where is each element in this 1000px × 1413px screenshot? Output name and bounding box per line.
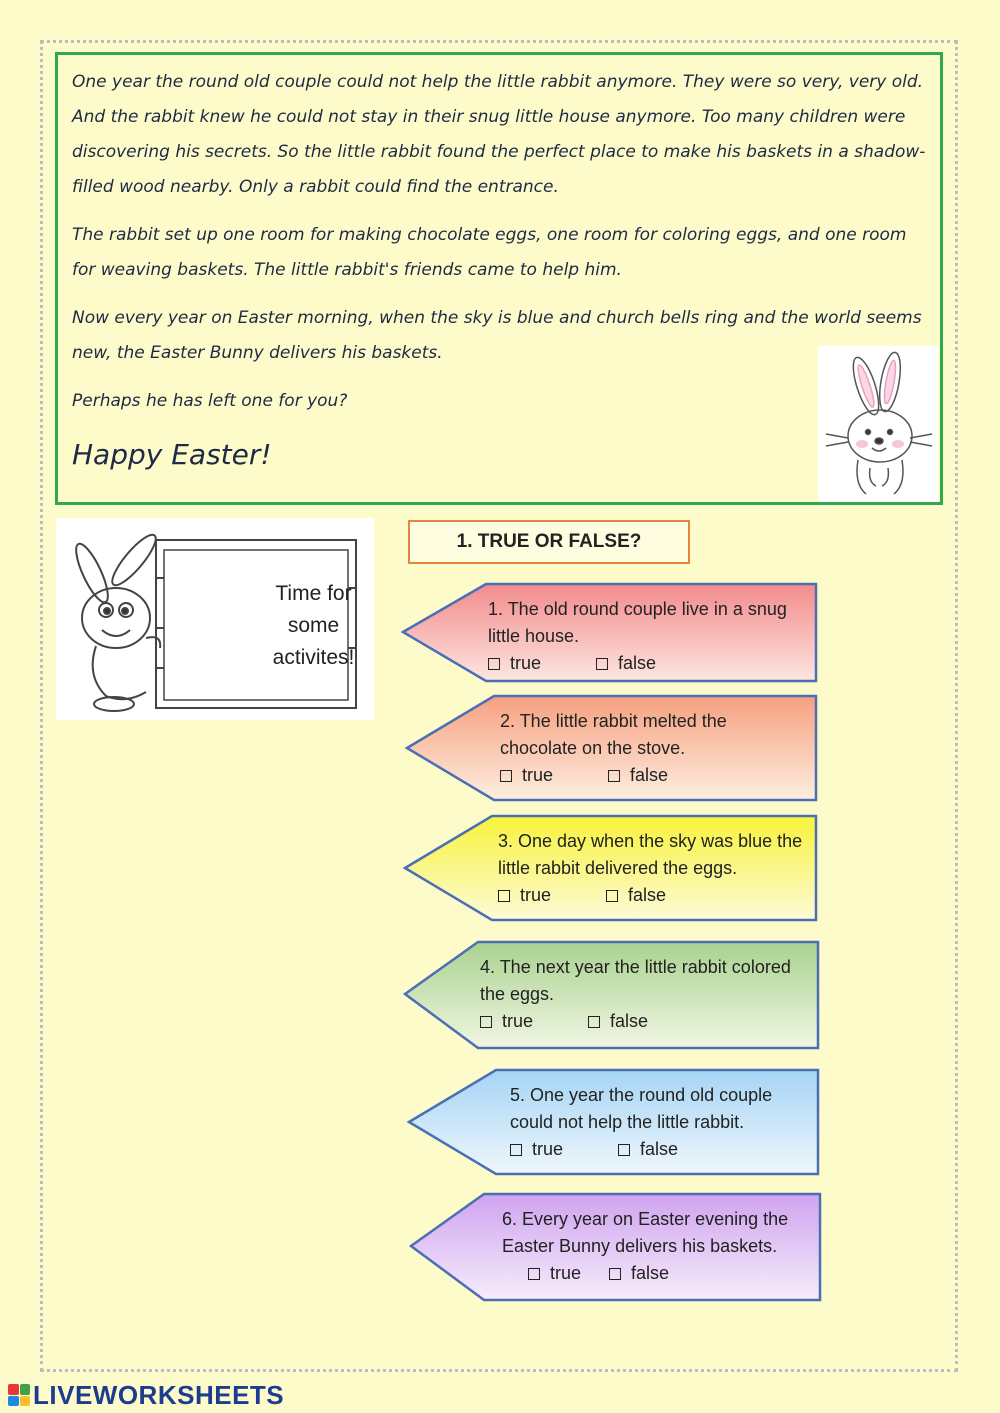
question-card-5 (406, 1068, 822, 1178)
happy-easter-text: Happy Easter! (72, 438, 272, 471)
true-option[interactable]: true (498, 882, 551, 909)
question-card-2 (404, 694, 820, 804)
bunny-icon (818, 346, 938, 502)
checkbox-icon[interactable] (480, 1016, 492, 1028)
question-text: 1. The old round couple live in a snug little house. (488, 599, 787, 646)
bunny-illustration (818, 346, 938, 502)
true-option[interactable]: true (510, 1136, 563, 1163)
activity-sign (56, 518, 374, 720)
checkbox-icon[interactable] (609, 1268, 621, 1280)
logo-text: LIVEWORKSHEETS (33, 1379, 285, 1410)
checkbox-icon[interactable] (618, 1144, 630, 1156)
question-card-4 (402, 940, 822, 1052)
story-paragraph-4: Perhaps he has left one for you? (72, 391, 348, 411)
false-option[interactable]: false (618, 1136, 678, 1163)
checkbox-icon[interactable] (588, 1016, 600, 1028)
checkbox-icon[interactable] (528, 1268, 540, 1280)
section-title: 1. TRUE OR FALSE? (408, 520, 690, 564)
checkbox-icon[interactable] (596, 658, 608, 670)
story-paragraph-1: One year the round old couple could not help the little rabbit anymore. They were so very, very old. And the rabbit knew he could not stay in their snug little house anymore. Too many children were discovering his secrets. So the little rabbit found the perfect place to make his baskets in a shadow-filled wood nearby. Only a rabbit could find the entrance. (72, 72, 926, 197)
question-text: 3. One day when the sky was blue the little rabbit delivered the eggs. (498, 831, 803, 878)
question-text: 4. The next year the little rabbit colored the eggs. (480, 957, 791, 1004)
question-card-3 (402, 814, 820, 924)
story-paragraph-3: Now every year on Easter morning, when the sky is blue and church bells ring and the world seems new, the Easter Bunny delivers his baskets. (72, 308, 922, 363)
logo-icon (8, 1384, 30, 1406)
false-option[interactable]: false (608, 762, 668, 789)
checkbox-icon[interactable] (488, 658, 500, 670)
sign-line-3: activites! (272, 646, 355, 669)
checkbox-icon[interactable] (498, 890, 510, 902)
true-option[interactable]: true (528, 1260, 581, 1287)
checkbox-icon[interactable] (608, 770, 620, 782)
true-option[interactable]: true (488, 650, 541, 677)
question-card-1 (400, 582, 820, 684)
false-option[interactable]: false (609, 1260, 669, 1287)
checkbox-icon[interactable] (510, 1144, 522, 1156)
false-option[interactable]: false (588, 1008, 648, 1035)
true-option[interactable]: true (480, 1008, 533, 1035)
false-option[interactable]: false (606, 882, 666, 909)
liveworksheets-logo[interactable] (8, 1379, 285, 1410)
story-paragraph-2: The rabbit set up one room for making chocolate eggs, one room for coloring eggs, and one room for weaving baskets. The little rabbit's friends came to help him. (72, 225, 907, 280)
sign-line-1: Time for (275, 582, 352, 605)
question-text: 6. Every year on Easter evening the Easter Bunny delivers his baskets. (502, 1209, 789, 1256)
false-option[interactable]: false (596, 650, 656, 677)
sign-line-2: some (287, 614, 340, 637)
checkbox-icon[interactable] (500, 770, 512, 782)
question-card-6 (408, 1192, 824, 1304)
sign-text (216, 578, 411, 674)
question-text: 2. The little rabbit melted the chocolate on the stove. (500, 711, 727, 758)
true-option[interactable]: true (500, 762, 553, 789)
story-box (55, 52, 943, 505)
question-text: 5. One year the round old couple could not help the little rabbit. (510, 1085, 773, 1132)
checkbox-icon[interactable] (606, 890, 618, 902)
